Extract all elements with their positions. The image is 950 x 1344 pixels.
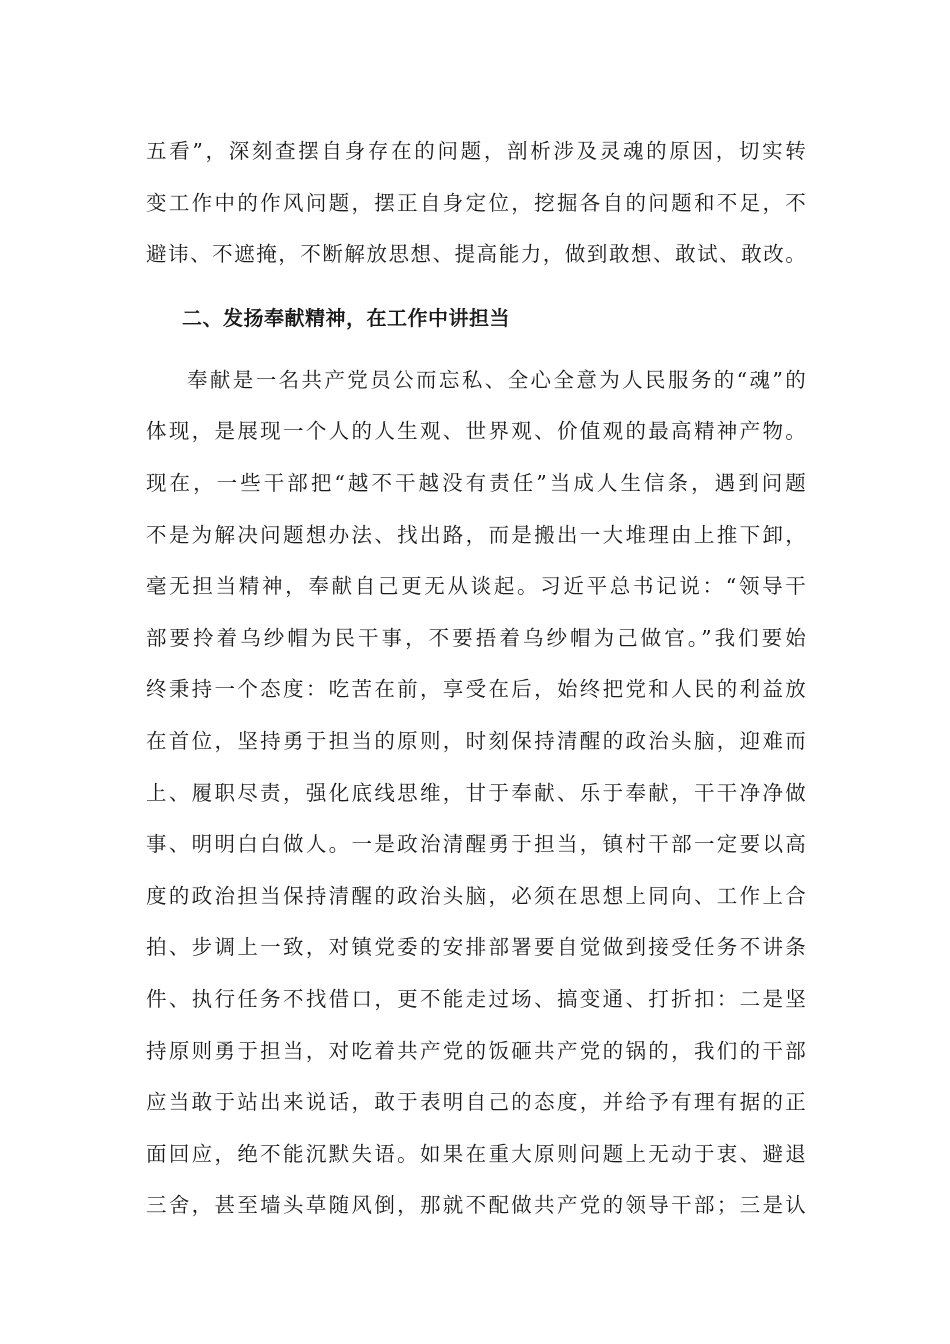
paragraph-line: 三舍，甚至墙头草随风倒，那就不配做共产党的领导干部；三是认: [146, 1193, 806, 1218]
paragraph-line: 应当敢于站出来说话，敢于表明自己的态度，并给予有理有据的正: [146, 1090, 806, 1115]
paragraph-line: 事、明明白白做人。一是政治清醒勇于担当，镇村干部一定要以高: [146, 832, 806, 857]
paragraph-line: 终秉持一个态度：吃苦在前，享受在后，始终把党和人民的利益放: [146, 677, 806, 702]
paragraph-line: 持原则勇于担当，对吃着共产党的饭砸共产党的锅的，我们的干部: [146, 1038, 806, 1063]
paragraph-line: 毫无担当精神，奉献自己更无从谈起。习近平总书记说：“领导干: [146, 574, 806, 599]
paragraph-line: 避讳、不遮掩，不断解放思想、提高能力，做到敢想、敢试、敢改。: [146, 242, 806, 267]
paragraph-line: 变工作中的作风问题，摆正自身定位，挖掘各自的问题和不足，不: [146, 190, 806, 215]
paragraph-line: 度的政治担当保持清醒的政治头脑，必须在思想上同向、工作上合: [146, 883, 806, 908]
paragraph-line: 拍、步调上一致，对镇党委的安排部署要自觉做到接受任务不讲条: [146, 935, 806, 960]
paragraph-2: [146, 355, 806, 1232]
paragraph-line: 奉献是一名共产党员公而忘私、全心全意为人民服务的“魂”的: [187, 367, 806, 392]
paragraph-1: [146, 126, 806, 281]
paragraph-line: 现在，一些干部把“越不干越没有责任”当成人生信条，遇到问题: [146, 470, 806, 495]
paragraph-line: 体现，是展现一个人的人生观、世界观、价值观的最高精神产物。: [146, 419, 806, 444]
document-page: [146, 126, 806, 1232]
paragraph-line: 面回应，绝不能沉默失语。如果在重大原则问题上无动于衷、避退: [146, 1141, 806, 1166]
paragraph-line: 件、执行任务不找借口，更不能走过场、搞变通、打折扣：二是坚: [146, 986, 806, 1011]
paragraph-line: 五看”，深刻查摆自身存在的问题，剖析涉及灵魂的原因，切实转: [146, 139, 806, 163]
paragraph-line: 部要拎着乌纱帽为民干事，不要捂着乌纱帽为己做官。”我们要始: [146, 625, 806, 650]
paragraph-line: 在首位，坚持勇于担当的原则，时刻保持清醒的政治头脑，迎难而: [146, 728, 806, 753]
section-heading: 二、发扬奉献精神，在工作中讲担当: [182, 305, 510, 330]
paragraph-line: 不是为解决问题想办法、找出路，而是搬出一大堆理由上推下卸，: [146, 522, 806, 547]
paragraph-line: 上、履职尽责，强化底线思维，甘于奉献、乐于奉献，干干净净做: [146, 780, 806, 805]
